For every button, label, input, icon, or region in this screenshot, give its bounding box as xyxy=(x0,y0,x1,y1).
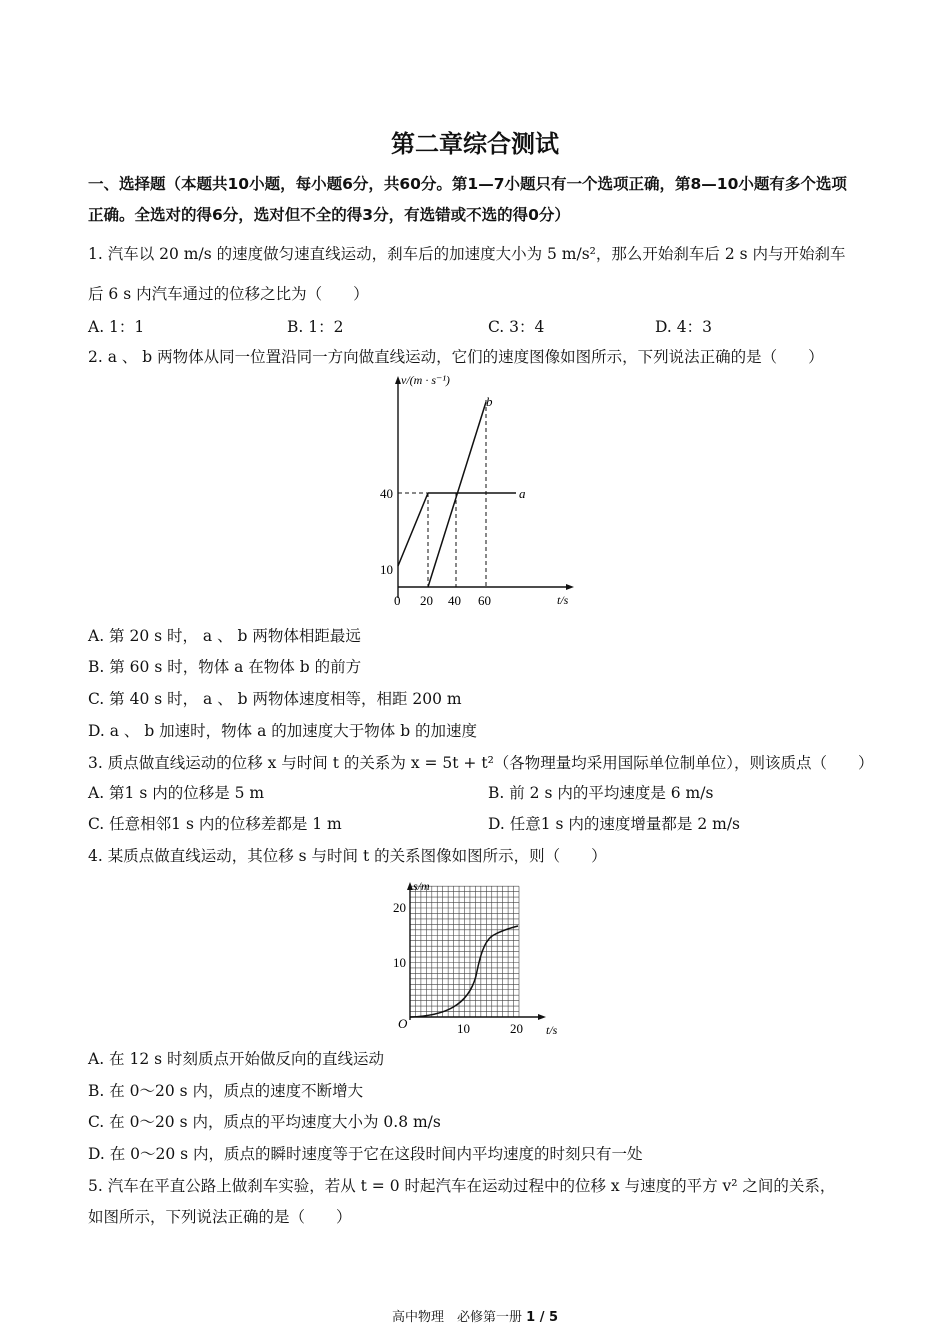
q2-stem: 2. a 、 b 两物体从同一位置沿同一方向做直线运动，它们的速度图像如图所示，下列说法正确的是（ ） xyxy=(88,348,824,366)
q5-stem-line1: 5. 汽车在平直公路上做刹车实验，若从 t = 0 时起汽车在运动过程中的位移 x 与速度的平方 v² 之间的关系， xyxy=(88,1177,836,1195)
q4-option-b: B. 在 0～20 s 内，质点的速度不断增大 xyxy=(88,1082,364,1100)
q4-option-d: D. 在 0～20 s 内，质点的瞬时速度等于它在这段时间内平均速度的时刻只有一处 xyxy=(88,1145,643,1163)
q3-option-c: C. 任意相邻1 s 内的位移差都是 1 m xyxy=(88,815,342,833)
q2-option-a: A. 第 20 s 时， a 、 b 两物体相距最远 xyxy=(88,627,361,645)
q1-stem-line1: 1. 汽车以 20 m/s 的速度做匀速直线运动，刹车后的加速度大小为 5 m/s²，那么开始刹车后 2 s 内与开始刹车 xyxy=(88,245,846,263)
fig2-origin: O xyxy=(398,1016,408,1031)
page-title: 第二章综合测试 xyxy=(391,130,559,158)
q4-stem: 4. 某质点做直线运动，其位移 s 与时间 t 的关系图像如图所示，则（ ） xyxy=(88,847,607,865)
q4-option-a: A. 在 12 s 时刻质点开始做反向的直线运动 xyxy=(88,1050,385,1068)
fig1-xtick-40: 40 xyxy=(448,593,461,608)
fig2-ytick-20: 20 xyxy=(393,900,406,915)
fig2-xlabel: t/s xyxy=(546,1023,558,1036)
section-header-line1: 一、选择题（本题共10小题，每小题6分，共60分。第1—7小题只有一个选项正确，第8—10小题有多个选项 xyxy=(88,175,847,193)
fig2-ylabel: s/m xyxy=(413,879,430,893)
fig1-label-b: b xyxy=(486,394,493,409)
q3-stem: 3. 质点做直线运动的位移 x 与时间 t 的关系为 x = 5t + t²（各物理量均采用国际单位制单位），则该质点（ ） xyxy=(88,754,874,772)
fig1-ytick-40: 40 xyxy=(380,486,393,501)
footer-text: 高中物理 必修第一册 xyxy=(391,1310,522,1325)
q2-option-d: D. a 、 b 加速时，物体 a 的加速度大于物体 b 的加速度 xyxy=(88,722,478,740)
q1-option-a: A. 1：1 xyxy=(88,318,145,336)
fig2-ytick-10: 10 xyxy=(393,955,406,970)
q2-option-b: B. 第 60 s 时，物体 a 在物体 b 的前方 xyxy=(88,658,362,676)
q1-option-d: D. 4：3 xyxy=(655,318,712,336)
q1-option-c: C. 3：4 xyxy=(488,318,545,336)
line-a xyxy=(398,493,428,566)
q5-stem-line2: 如图所示，下列说法正确的是（ ） xyxy=(88,1208,352,1226)
q3-option-a: A. 第1 s 内的位移是 5 m xyxy=(88,784,265,802)
fig1-xlabel: t/s xyxy=(557,593,569,607)
q1-option-b: B. 1：2 xyxy=(287,318,344,336)
q4-option-c: C. 在 0～20 s 内，质点的平均速度大小为 0.8 m/s xyxy=(88,1113,441,1131)
fig1-ytick-10: 10 xyxy=(380,562,393,577)
velocity-time-graph xyxy=(370,370,580,610)
q1-stem-line2: 后 6 s 内汽车通过的位移之比为（ ） xyxy=(88,285,369,303)
fig2-xtick-10: 10 xyxy=(457,1021,470,1036)
line-b xyxy=(428,402,486,587)
page-footer xyxy=(0,1306,950,1325)
fig1-xtick-0: 0 xyxy=(394,593,401,608)
displacement-time-graph xyxy=(384,876,564,1036)
fig1-label-a: a xyxy=(519,486,526,501)
page-number: 1 / 5 xyxy=(526,1310,559,1325)
fig2-xtick-20: 20 xyxy=(510,1021,523,1036)
q3-option-b: B. 前 2 s 内的平均速度是 6 m/s xyxy=(488,784,714,802)
q3-option-d: D. 任意1 s 内的速度增量都是 2 m/s xyxy=(488,815,740,833)
q2-option-c: C. 第 40 s 时， a 、 b 两物体速度相等，相距 200 m xyxy=(88,690,462,708)
section-header-line2: 正确。全选对的得6分，选对但不全的得3分，有选错或不选的得0分） xyxy=(88,206,570,224)
fig1-xtick-20: 20 xyxy=(420,593,433,608)
fig1-ylabel: v/(m · s⁻¹) xyxy=(401,373,450,387)
fig1-xtick-60: 60 xyxy=(478,593,491,608)
